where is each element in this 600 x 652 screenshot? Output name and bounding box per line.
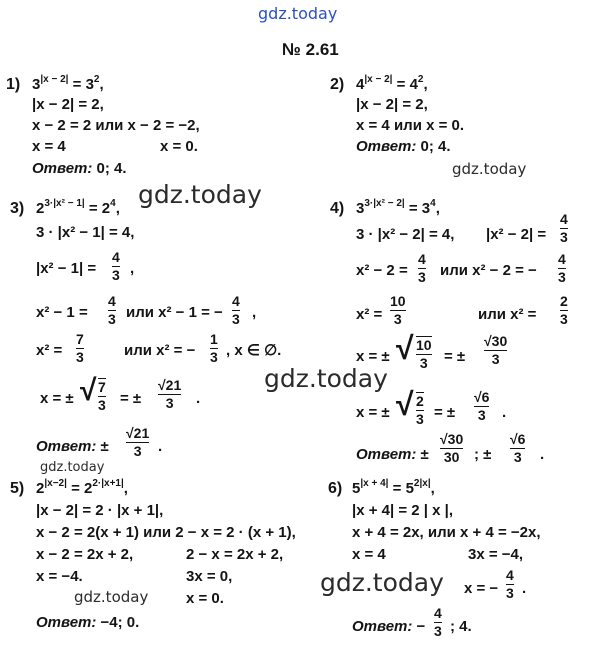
p4-line-1: $3^{3\cdot|x^2 - 2|} = 3^4$,: [356, 198, 440, 217]
p4-line-6b: = ±: [434, 404, 456, 421]
p2-answer: Ответ: 0; 4.: [356, 138, 451, 155]
fraction: √21 3: [126, 425, 150, 459]
p5-line-6: x = 0.: [186, 590, 224, 607]
watermark: gdz.today: [452, 160, 527, 178]
problem-6-label: 6): [328, 480, 343, 497]
fraction: 2 3: [560, 293, 568, 327]
p4-line-3b: или x² − 2 = −: [440, 262, 537, 279]
comma: ,: [130, 260, 135, 277]
p3-line-4b: или x² − 1 = −: [126, 304, 223, 321]
p4-line-2: 3 · |x² − 2| = 4,: [356, 226, 455, 243]
problem-4-label: 4): [330, 200, 345, 217]
period: .: [540, 446, 545, 463]
problem-2-label: 2): [330, 76, 345, 93]
sqrt-sign: √: [396, 386, 414, 422]
p3-line-2: 3 · |x² − 1| = 4,: [36, 224, 135, 241]
p6-line-4b: 3x = −4,: [468, 546, 524, 563]
p6-line-3: x + 4 = 2x, или x + 4 = −2x,: [352, 524, 541, 541]
p2-line-2: |x − 2| = 2,: [356, 96, 428, 113]
p3-answer: Ответ: ±: [36, 438, 109, 455]
watermark-top: gdz.today: [258, 4, 338, 23]
p3-line-3: |x² − 1| =: [36, 260, 97, 277]
fraction: 10 3: [390, 293, 406, 327]
p4-line-5b: = ±: [444, 348, 466, 365]
p4-line-2b: |x² − 2| =: [486, 226, 547, 243]
p3-line-6b: = ±: [120, 390, 142, 407]
p1-line-1: $3^{|x - 2|} = 3^2$,: [32, 74, 104, 93]
period: .: [158, 438, 163, 455]
p6-answer-end: ; 4.: [450, 618, 472, 635]
fraction: 4 3: [560, 211, 568, 245]
p6-line-4a: x = 4: [352, 546, 386, 563]
period: .: [522, 580, 527, 597]
sqrt-sign: √: [80, 374, 97, 407]
p6-line-5: x = −: [464, 580, 499, 597]
fraction: √6 3: [474, 389, 490, 423]
p3-line-6: x = ±: [40, 390, 74, 407]
p5-line-2: |x − 2| = 2 · |x + 1|,: [36, 502, 164, 519]
fraction: 10 3: [416, 337, 432, 371]
problem-1-label: 1): [6, 76, 21, 93]
fraction: 7 3: [76, 331, 84, 365]
fraction: √30 30: [440, 431, 464, 465]
watermark: gdz.today: [264, 364, 388, 393]
comma: ,: [252, 304, 257, 321]
p1-line-2: |x − 2| = 2,: [32, 96, 104, 113]
fraction: √30 3: [484, 333, 508, 367]
p4-line-5: x = ±: [356, 348, 390, 365]
watermark: gdz.today: [74, 588, 149, 606]
page-title: № 2.61: [282, 40, 339, 59]
p3-line-1: $2^{3\cdot|x^2 - 1|} = 2^4$,: [36, 198, 120, 217]
p2-line-3: x = 4 или x = 0.: [356, 117, 465, 134]
p1-answer: Ответ: 0; 4.: [32, 160, 127, 177]
period: .: [502, 404, 507, 421]
fraction: 7 3: [98, 379, 106, 413]
period: .: [196, 390, 201, 407]
p4-line-3a: x² − 2 =: [356, 262, 408, 279]
fraction: √6 3: [510, 431, 526, 465]
p4-line-4b: или x² =: [478, 306, 537, 323]
p1-line-3: x − 2 = 2 или x − 2 = −2,: [32, 117, 200, 134]
p3-line-5c: , x ∈ ∅.: [226, 342, 282, 359]
fraction: 4 3: [434, 605, 442, 639]
fraction: 4 3: [232, 293, 240, 327]
fraction: 1 3: [210, 331, 218, 365]
p5-line-5a: x = −4.: [36, 568, 83, 585]
p5-line-4b: 2 − x = 2x + 2,: [186, 546, 284, 563]
p6-line-2: |x + 4| = 2 | x |,: [352, 502, 454, 519]
p5-line-5b: 3x = 0,: [186, 568, 233, 585]
p5-line-1: $2^{|x-2|} = 2^{2\cdot|x+1|}$,: [36, 478, 128, 497]
p5-line-3: x − 2 = 2(x + 1) или 2 − x = 2 · (x + 1),: [36, 524, 296, 541]
watermark: gdz.today: [320, 568, 444, 597]
sqrt-sign: √: [396, 330, 414, 366]
p5-line-4a: x − 2 = 2x + 2,: [36, 546, 134, 563]
p6-line-1: $5^{|x + 4|} = 5^{2|x|}$,: [352, 478, 435, 497]
p4-answer: Ответ: ±: [356, 446, 429, 463]
p3-line-5b: или x² = −: [124, 342, 196, 359]
problem-3-label: 3): [10, 200, 25, 217]
problem-5-label: 5): [10, 480, 25, 497]
p4-line-6: x = ±: [356, 404, 390, 421]
p3-line-5a: x² =: [36, 342, 63, 359]
fraction: 4 3: [506, 567, 514, 601]
watermark: gdz.today: [40, 460, 105, 475]
fraction: 4 3: [418, 251, 426, 285]
p6-answer: Ответ: −: [352, 618, 426, 635]
p5-answer: Ответ: −4; 0.: [36, 614, 140, 631]
fraction: 4 3: [112, 249, 120, 283]
p4-answer-sep: ; ±: [474, 446, 492, 463]
p4-line-4a: x² =: [356, 306, 383, 323]
p3-line-4a: x² − 1 =: [36, 304, 88, 321]
fraction: 4 3: [558, 251, 566, 285]
p2-line-1: $4^{|x - 2|} = 4^2$,: [356, 74, 428, 93]
fraction: 4 3: [108, 293, 116, 327]
fraction: 2 3: [416, 393, 424, 427]
watermark: gdz.today: [138, 180, 262, 209]
p1-line-4b: x = 0.: [160, 138, 198, 155]
p1-line-4a: x = 4: [32, 138, 66, 155]
fraction: √21 3: [158, 377, 182, 411]
